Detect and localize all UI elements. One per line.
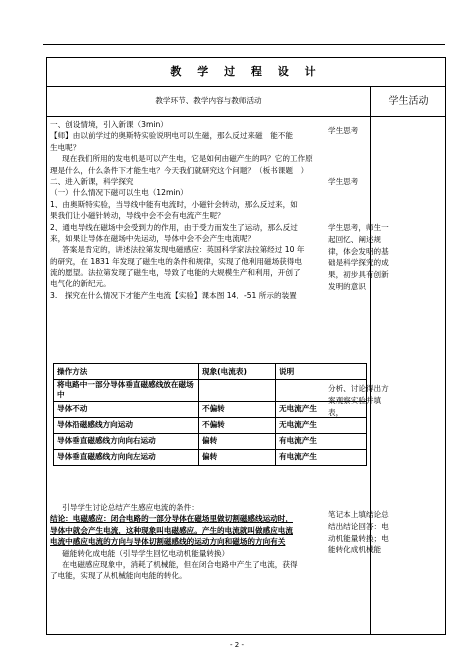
table-title: 教 学 过 程 设 计 <box>47 58 445 87</box>
text-line: 在电磁感应现象中，消耗了机械能，但在闭合电路中产生了电流，获得 <box>62 559 298 569</box>
col-phenomenon: 现象(电流表) <box>199 364 276 380</box>
column-headers <box>47 86 445 117</box>
table-row <box>54 417 367 433</box>
student-activity-note: 学生思考，师生一起回忆、阐述规律，体会发明的基础是科学探究的成果，初步具有创新发明的意识 <box>328 223 389 291</box>
text-line: 电气化的新纪元。 <box>50 279 111 289</box>
text-line: 的研究，在 1831 年发现了磁生电的条件和规律，实现了他利用磁场获得电 <box>50 256 302 266</box>
col-explanation: 说明 <box>276 364 367 380</box>
table-row <box>54 380 367 402</box>
table-cell: 无电流产生 <box>276 401 367 417</box>
table-cell: 导体不动 <box>54 401 199 417</box>
text-line: 来，如果让导体在磁场中先运动，导体中会不会产生电流呢？ <box>50 233 256 243</box>
text-line: 理是什么，什么条件下才能生电？今天我们就研究这个问题？（板书课题 ） <box>50 165 309 175</box>
text-line: 电流中感应电流的方向与导体切割磁感线的运动方向和磁场的方向有关 <box>50 537 286 547</box>
table-cell: 偏转 <box>199 449 276 465</box>
header-rule <box>43 44 445 45</box>
student-activity-note: 分析、讨论得出方案观察实验并填表， <box>328 384 389 417</box>
text-line: 【师】由以前学过的奥斯特实验说明电可以生磁，那么反过来磁 能不能 <box>50 131 293 141</box>
text-line: 了电能，实现了从机械能向电能的转化。 <box>50 571 187 581</box>
text-line: 现在我们所用的发电机是可以产生电，它是如何由磁产生的吗？它的工作原 <box>62 154 313 164</box>
text-line: 流的愿望。法拉第发现了磁生电，导致了电能的大规模生产和利用，开创了 <box>50 268 301 278</box>
student-column-header: 学生活动 <box>388 95 429 107</box>
student-activity-note: 学生思考 <box>328 126 359 135</box>
experiment-table <box>53 363 367 466</box>
table-cell: 不偏转 <box>199 401 276 417</box>
text-line: 导体中就会产生电流，这种现象叫电磁感应。产生的电流就叫做感应电流 <box>50 525 293 535</box>
page-number: - 2 - <box>230 641 244 649</box>
table-cell <box>199 380 276 402</box>
table-cell: 导体沿磁感线方向运动 <box>54 417 199 433</box>
col-method: 操作方法 <box>54 364 199 380</box>
text-line: 引导学生讨论总结产生感应电流的条件： <box>62 503 199 512</box>
table-row <box>54 433 367 449</box>
table-cell: 有电流产生 <box>276 449 367 465</box>
text-line: 果我们让小磁针转动，导线中会不会有电流产生呢？ <box>50 211 225 221</box>
table-row <box>54 401 367 417</box>
text-line: 二、进入新课，科学探究 <box>50 176 134 186</box>
student-activity-note: 学生思考 <box>328 177 359 186</box>
student-activity-note: 笔记本上填结论总结出结论回答：电动机能量转换；电能转化成机械能 <box>328 510 389 555</box>
text-line: 一、创设情境，引入新课（3min） <box>50 120 168 129</box>
conclusion-content <box>50 502 366 582</box>
experiment-table-header <box>54 364 367 380</box>
table-cell: 不偏转 <box>199 417 276 433</box>
teacher-column-header: 教学环节、教学内容与教师活动 <box>155 96 262 106</box>
table-cell: 有电流产生 <box>276 433 367 449</box>
text-line: 3. 探究在什么情况下才能产生电流【实验】课本图 14．-51 所示的装置 <box>50 290 297 300</box>
text-line: 结论：电磁感应：闭合电路的一部分导体在磁场里做切割磁感线运动时， <box>50 514 293 524</box>
text-line: 磁能转化成电能（引导学生回忆电动机能量转换） <box>62 548 230 558</box>
table-row <box>54 449 367 465</box>
text-line: 生电呢？ <box>50 142 81 152</box>
table-cell: 导体垂直磁感线方向向右运动 <box>54 433 199 449</box>
table-cell: 导体垂直磁感线方向向左运动 <box>54 449 199 465</box>
table-cell: 偏转 <box>199 433 276 449</box>
text-line: 2、通电导线在磁场中会受到力的作用，由于受力而发生了运动，那么反过 <box>50 222 298 232</box>
teacher-content <box>50 119 366 301</box>
text-line: 1、由奥斯特实验，当导线中能有电流时，小磁针会转动，那么反过来，如 <box>50 199 298 209</box>
table-cell: 将电路中一部分导体垂直磁感线放在磁场中 <box>54 380 199 402</box>
text-line: （一）什么情况下磁可以生电（12min） <box>50 188 188 198</box>
table-cell: 无电流产生 <box>276 417 367 433</box>
text-line: 答案是肯定的，讲述法拉第发现电磁感应：英国科学家法拉第经过 10 年 <box>62 245 305 255</box>
